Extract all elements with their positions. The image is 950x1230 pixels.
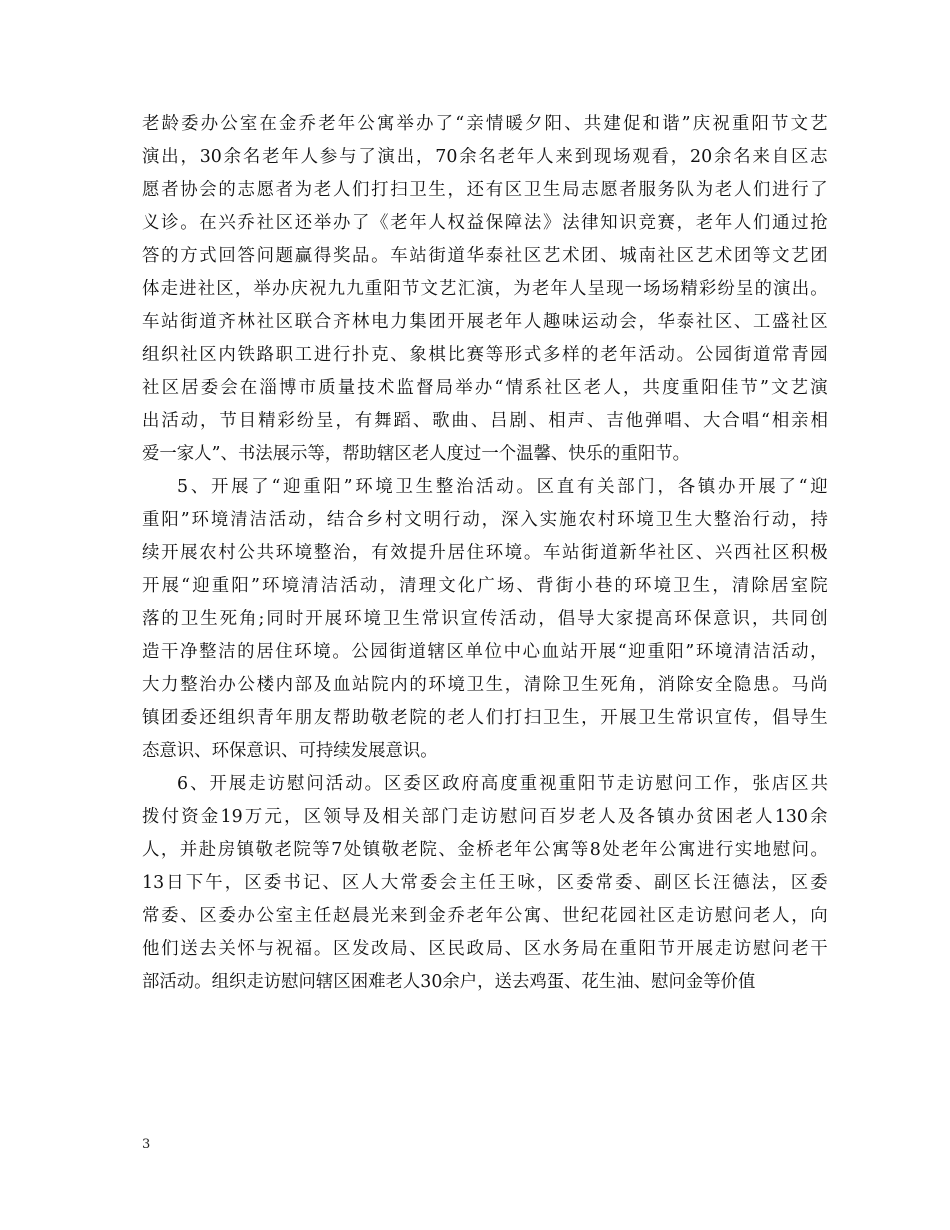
text-line: 拨 付 资 金 19 万 元 ， 区 领 导 及 相 关 部 门 走 访 慰 问 百 岁 老 人 及 各 镇 办 贫 困 老 人 130 余: [142, 807, 828, 827]
text-line: 大 力 整 治 办 公 楼 内 部 及 血 站 院 内 的 环 境 卫 生 ， 清 除 卫 生 死 角 ， 消 除 安 全 隐 患 。 马 尚: [142, 675, 828, 695]
text-line: 重 阳 ” 环 境 清 洁 活 动 ， 结 合 乡 村 文 明 行 动 ， 深 入 实 施 农 村 环 境 卫 生 大 整 治 行 动 ， 持: [142, 510, 828, 530]
text-line: 开 展 “ 迎 重 阳 ” 环 境 清 洁 活 动 ， 清 理 文 化 广 场 、 背 街 小 巷 的 环 境 卫 生 ， 清 除 居 室 院: [142, 576, 828, 596]
text-line: 义 诊 。 在 兴 乔 社 区 还 举 办 了 《 老 年 人 权 益 保 障 法 》 法 律 知 识 竞 赛 ， 老 年 人 们 通 过 抢: [142, 213, 828, 233]
text-line: 出 活 动 ， 节 目 精 彩 纷 呈 ， 有 舞 蹈 、 歌 曲 、 吕 剧 、 相 声 、 吉 他 弹 唱 、 大 合 唱 “ 相 亲 相: [142, 411, 828, 431]
text-line: 演 出 ， 30 余 名 老 年 人 参 与 了 演 出 ， 70 余 名 老 年 人 来 到 现 场 观 看 ， 20 余 名 来 自 区 志: [142, 147, 828, 167]
text-line: 5 、 开 展 了 “ 迎 重 阳 ” 环 境 卫 生 整 治 活 动 。 区 直 有 关 部 门 ， 各 镇 办 开 展 了 “ 迎: [177, 477, 828, 497]
text-line: 组 织 社 区 内 铁 路 职 工 进 行 扑 克 、 象 棋 比 赛 等 形 式 多 样 的 老 年 活 动 。 公 园 街 道 常 青 园: [142, 345, 828, 365]
text-line: 6 、 开 展 走 访 慰 问 活 动 。 区 委 区 政 府 高 度 重 视 重 阳 节 走 访 慰 问 工 作 ， 张 店 区 共: [177, 774, 828, 794]
text-line: 人 ， 并 赴 房 镇 敬 老 院 等 7 处 镇 敬 老 院 、 金 桥 老 年 公 寓 等 8 处 老 年 公 寓 进 行 实 地 慰 问 。: [142, 840, 828, 860]
text-line: 老 龄 委 办 公 室 在 金 乔 老 年 公 寓 举 办 了 “ 亲 情 暖 夕 阳 、 共 建 促 和 谐 ” 庆 祝 重 阳 节 文 艺: [142, 114, 828, 134]
text-line: 续 开 展 农 村 公 共 环 境 整 治 ， 有 效 提 升 居 住 环 境 。 车 站 街 道 新 华 社 区 、 兴 西 社 区 积 极: [142, 543, 828, 563]
text-line: 造 干 净 整 洁 的 居 住 环 境 。 公 园 街 道 辖 区 单 位 中 心 血 站 开 展 “ 迎 重 阳 ” 环 境 清 洁 活 动 ，: [142, 642, 828, 662]
document-body: [142, 108, 828, 999]
text-line: 态意识、环保意识、可持续发展意识。: [142, 741, 438, 761]
text-line: 13 日 下 午 ， 区 委 书 记 、 区 人 大 常 委 会 主 任 王 咏 ， 区 委 常 委 、 副 区 长 汪 德 法 ， 区 委: [142, 873, 828, 893]
paragraph: [142, 768, 828, 999]
text-line: 落 的 卫 生 死 角 ; 同 时 开 展 环 境 卫 生 常 识 宣 传 活 动 ， 倡 导 大 家 提 高 环 保 意 识 ， 共 同 创: [142, 609, 828, 629]
text-line: 社 区 居 委 会 在 淄 博 市 质 量 技 术 监 督 局 举 办 “ 情 系 社 区 老 人 ， 共 度 重 阳 佳 节 ” 文 艺 演: [142, 378, 828, 398]
page-number: 3: [142, 1137, 151, 1152]
text-line: 常 委 、 区 委 办 公 室 主 任 赵 晨 光 来 到 金 乔 老 年 公 寓 、 世 纪 花 园 社 区 走 访 慰 问 老 人 ， 向: [142, 906, 828, 926]
text-line: 愿 者 协 会 的 志 愿 者 为 老 人 们 打 扫 卫 生 ， 还 有 区 卫 生 局 志 愿 者 服 务 队 为 老 人 们 进 行 了: [142, 180, 828, 200]
text-line: 体 走 进 社 区 ， 举 办 庆 祝 九 九 重 阳 节 文 艺 汇 演 ， 为 老 年 人 呈 现 一 场 场 精 彩 纷 呈 的 演 出 。: [142, 279, 828, 299]
paragraph: [142, 108, 828, 471]
text-line: 车 站 街 道 齐 林 社 区 联 合 齐 林 电 力 集 团 开 展 老 年 人 趣 味 运 动 会 ， 华 泰 社 区 、 工 盛 社 区: [142, 312, 828, 332]
text-line: 镇 团 委 还 组 织 青 年 朋 友 帮 助 敬 老 院 的 老 人 们 打 扫 卫 生 ， 开 展 卫 生 常 识 宣 传 ， 倡 导 生: [142, 708, 828, 728]
text-line: 爱一家人”、书法展示等，帮助辖区老人度过一个温馨、快乐的重阳节。: [142, 444, 691, 464]
text-line: 部活动。组织走访慰问辖区困难老人30余户，送去鸡蛋、花生油、慰问金等价值: [142, 972, 756, 992]
text-line: 答 的 方 式 回 答 问 题 赢 得 奖 品 。 车 站 街 道 华 泰 社 区 艺 术 团 、 城 南 社 区 艺 术 团 等 文 艺 团: [142, 246, 828, 266]
text-line: 他 们 送 去 关 怀 与 祝 福 。 区 发 改 局 、 区 民 政 局 、 区 水 务 局 在 重 阳 节 开 展 走 访 慰 问 老 干: [142, 939, 828, 959]
paragraph: [142, 471, 828, 768]
